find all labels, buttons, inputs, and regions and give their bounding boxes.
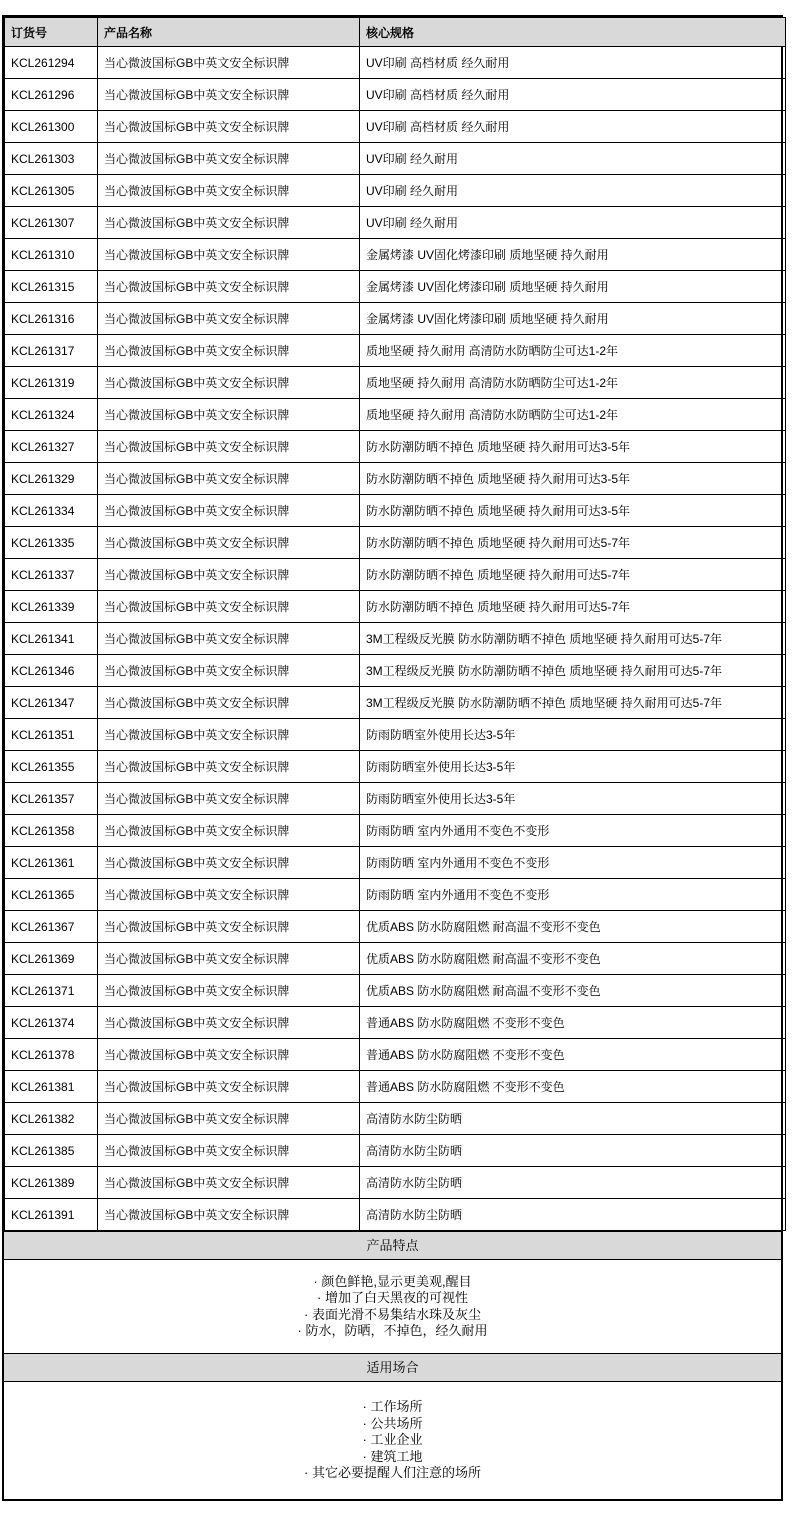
cell-specs: 高清防水防尘防晒 [360, 1103, 786, 1135]
table-row [5, 239, 786, 271]
list-item: · 表面光滑不易集结水珠及灰尘 [304, 1306, 481, 1322]
cell-order-no: KCL261337 [5, 559, 98, 591]
cell-order-no: KCL261303 [5, 143, 98, 175]
cell-product-name: 当心微波国标GB中英文安全标识牌 [98, 47, 360, 79]
cell-order-no: KCL261357 [5, 783, 98, 815]
table-body [5, 47, 786, 1231]
cell-order-no: KCL261315 [5, 271, 98, 303]
cell-specs: 高清防水防尘防晒 [360, 1199, 786, 1231]
cell-specs: 3M工程级反光膜 防水防潮防晒不掉色 质地坚硬 持久耐用可达5-7年 [360, 655, 786, 687]
cell-product-name: 当心微波国标GB中英文安全标识牌 [98, 1135, 360, 1167]
list-item: · 其它必要提醒人们注意的场所 [304, 1465, 481, 1481]
cell-order-no: KCL261382 [5, 1103, 98, 1135]
cell-specs: 防水防潮防晒不掉色 质地坚硬 持久耐用可达3-5年 [360, 431, 786, 463]
cell-specs: 防雨防晒室外使用长达3-5年 [360, 783, 786, 815]
cell-specs: 金属烤漆 UV固化烤漆印刷 质地坚硬 持久耐用 [360, 303, 786, 335]
table-row [5, 1199, 786, 1231]
cell-product-name: 当心微波国标GB中英文安全标识牌 [98, 495, 360, 527]
cell-order-no: KCL261307 [5, 207, 98, 239]
table-row [5, 1071, 786, 1103]
cell-product-name: 当心微波国标GB中英文安全标识牌 [98, 431, 360, 463]
cell-specs: 质地坚硬 持久耐用 高清防水防晒防尘可达1-2年 [360, 399, 786, 431]
cell-product-name: 当心微波国标GB中英文安全标识牌 [98, 975, 360, 1007]
cell-order-no: KCL261327 [5, 431, 98, 463]
table-row [5, 623, 786, 655]
table-row [5, 175, 786, 207]
table-row [5, 47, 786, 79]
table-row [5, 431, 786, 463]
cell-order-no: KCL261317 [5, 335, 98, 367]
table-row [5, 1007, 786, 1039]
cell-order-no: KCL261319 [5, 367, 98, 399]
cell-product-name: 当心微波国标GB中英文安全标识牌 [98, 943, 360, 975]
cell-order-no: KCL261335 [5, 527, 98, 559]
table-row [5, 111, 786, 143]
cell-specs: UV印刷 经久耐用 [360, 175, 786, 207]
cell-specs: 金属烤漆 UV固化烤漆印刷 质地坚硬 持久耐用 [360, 271, 786, 303]
occasions-list [4, 1382, 781, 1499]
cell-order-no: KCL261339 [5, 591, 98, 623]
cell-specs: 高清防水防尘防晒 [360, 1167, 786, 1199]
cell-specs: 防雨防晒室外使用长达3-5年 [360, 751, 786, 783]
table-header-row [5, 18, 786, 47]
table-row [5, 143, 786, 175]
cell-order-no: KCL261389 [5, 1167, 98, 1199]
cell-product-name: 当心微波国标GB中英文安全标识牌 [98, 1071, 360, 1103]
cell-order-no: KCL261351 [5, 719, 98, 751]
cell-product-name: 当心微波国标GB中英文安全标识牌 [98, 687, 360, 719]
cell-product-name: 当心微波国标GB中英文安全标识牌 [98, 623, 360, 655]
cell-order-no: KCL261341 [5, 623, 98, 655]
table-row [5, 847, 786, 879]
cell-specs: UV印刷 高档材质 经久耐用 [360, 111, 786, 143]
table-row [5, 591, 786, 623]
features-section-header: 产品特点 [4, 1231, 781, 1260]
cell-specs: UV印刷 经久耐用 [360, 207, 786, 239]
cell-order-no: KCL261346 [5, 655, 98, 687]
cell-order-no: KCL261355 [5, 751, 98, 783]
cell-specs: 普通ABS 防水防腐阻燃 不变形不变色 [360, 1039, 786, 1071]
cell-order-no: KCL261391 [5, 1199, 98, 1231]
cell-product-name: 当心微波国标GB中英文安全标识牌 [98, 911, 360, 943]
table-row [5, 335, 786, 367]
cell-product-name: 当心微波国标GB中英文安全标识牌 [98, 303, 360, 335]
cell-order-no: KCL261385 [5, 1135, 98, 1167]
cell-product-name: 当心微波国标GB中英文安全标识牌 [98, 591, 360, 623]
list-item: · 防水，防晒，不掉色，经久耐用 [297, 1323, 488, 1338]
table-row [5, 79, 786, 111]
table-row [5, 911, 786, 943]
cell-order-no: KCL261334 [5, 495, 98, 527]
cell-product-name: 当心微波国标GB中英文安全标识牌 [98, 239, 360, 271]
table-row [5, 879, 786, 911]
cell-order-no: KCL261310 [5, 239, 98, 271]
table-row [5, 399, 786, 431]
cell-specs: 质地坚硬 持久耐用 高清防水防晒防尘可达1-2年 [360, 335, 786, 367]
list-item: · 工作场所 [362, 1399, 423, 1415]
cell-specs: 优质ABS 防水防腐阻燃 耐高温不变形不变色 [360, 911, 786, 943]
cell-product-name: 当心微波国标GB中英文安全标识牌 [98, 655, 360, 687]
cell-product-name: 当心微波国标GB中英文安全标识牌 [98, 175, 360, 207]
cell-order-no: KCL261329 [5, 463, 98, 495]
cell-specs: 质地坚硬 持久耐用 高清防水防晒防尘可达1-2年 [360, 367, 786, 399]
table-row [5, 367, 786, 399]
cell-specs: UV印刷 高档材质 经久耐用 [360, 79, 786, 111]
cell-product-name: 当心微波国标GB中英文安全标识牌 [98, 1167, 360, 1199]
cell-product-name: 当心微波国标GB中英文安全标识牌 [98, 207, 360, 239]
cell-specs: UV印刷 经久耐用 [360, 143, 786, 175]
cell-specs: 防雨防晒 室内外通用不变色不变形 [360, 815, 786, 847]
column-header-product-name: 产品名称 [98, 18, 360, 47]
product-spec-sheet [2, 15, 783, 1501]
table-row [5, 943, 786, 975]
cell-product-name: 当心微波国标GB中英文安全标识牌 [98, 751, 360, 783]
cell-specs: 防雨防晒 室内外通用不变色不变形 [360, 847, 786, 879]
cell-specs: 普通ABS 防水防腐阻燃 不变形不变色 [360, 1071, 786, 1103]
cell-specs: 优质ABS 防水防腐阻燃 耐高温不变形不变色 [360, 975, 786, 1007]
table-row [5, 1167, 786, 1199]
cell-order-no: KCL261296 [5, 79, 98, 111]
list-item: · 颜色鲜艳,显示更美观,醒目 [313, 1273, 472, 1289]
cell-product-name: 当心微波国标GB中英文安全标识牌 [98, 1039, 360, 1071]
table-row [5, 303, 786, 335]
table-row [5, 783, 786, 815]
cell-specs: 高清防水防尘防晒 [360, 1135, 786, 1167]
column-header-specs: 核心规格 [360, 18, 786, 47]
cell-order-no: KCL261361 [5, 847, 98, 879]
cell-order-no: KCL261300 [5, 111, 98, 143]
cell-order-no: KCL261378 [5, 1039, 98, 1071]
cell-specs: 金属烤漆 UV固化烤漆印刷 质地坚硬 持久耐用 [360, 239, 786, 271]
cell-specs: 防水防潮防晒不掉色 质地坚硬 持久耐用可达5-7年 [360, 559, 786, 591]
table-row [5, 687, 786, 719]
list-item: · 公共场所 [362, 1415, 423, 1431]
table-row [5, 1103, 786, 1135]
occasions-section-header: 适用场合 [4, 1353, 781, 1382]
cell-order-no: KCL261365 [5, 879, 98, 911]
table-row [5, 495, 786, 527]
table-row [5, 719, 786, 751]
cell-order-no: KCL261305 [5, 175, 98, 207]
cell-product-name: 当心微波国标GB中英文安全标识牌 [98, 463, 360, 495]
table-row [5, 815, 786, 847]
cell-specs: UV印刷 高档材质 经久耐用 [360, 47, 786, 79]
cell-product-name: 当心微波国标GB中英文安全标识牌 [98, 111, 360, 143]
table-row [5, 559, 786, 591]
cell-product-name: 当心微波国标GB中英文安全标识牌 [98, 143, 360, 175]
cell-specs: 防水防潮防晒不掉色 质地坚硬 持久耐用可达3-5年 [360, 495, 786, 527]
cell-product-name: 当心微波国标GB中英文安全标识牌 [98, 1007, 360, 1039]
cell-order-no: KCL261371 [5, 975, 98, 1007]
cell-specs: 3M工程级反光膜 防水防潮防晒不掉色 质地坚硬 持久耐用可达5-7年 [360, 687, 786, 719]
cell-order-no: KCL261369 [5, 943, 98, 975]
cell-order-no: KCL261324 [5, 399, 98, 431]
product-spec-table [4, 17, 786, 1231]
table-row [5, 1135, 786, 1167]
table-row [5, 463, 786, 495]
cell-order-no: KCL261374 [5, 1007, 98, 1039]
cell-product-name: 当心微波国标GB中英文安全标识牌 [98, 399, 360, 431]
cell-specs: 3M工程级反光膜 防水防潮防晒不掉色 质地坚硬 持久耐用可达5-7年 [360, 623, 786, 655]
table-row [5, 975, 786, 1007]
cell-product-name: 当心微波国标GB中英文安全标识牌 [98, 335, 360, 367]
table-row [5, 271, 786, 303]
cell-product-name: 当心微波国标GB中英文安全标识牌 [98, 847, 360, 879]
cell-product-name: 当心微波国标GB中英文安全标识牌 [98, 1103, 360, 1135]
cell-specs: 优质ABS 防水防腐阻燃 耐高温不变形不变色 [360, 943, 786, 975]
cell-product-name: 当心微波国标GB中英文安全标识牌 [98, 815, 360, 847]
cell-specs: 防雨防晒 室内外通用不变色不变形 [360, 879, 786, 911]
cell-order-no: KCL261358 [5, 815, 98, 847]
cell-order-no: KCL261367 [5, 911, 98, 943]
table-header [5, 18, 786, 47]
list-item: · 工业企业 [362, 1432, 423, 1448]
cell-specs: 防水防潮防晒不掉色 质地坚硬 持久耐用可达3-5年 [360, 463, 786, 495]
list-item: · 建筑工地 [362, 1448, 423, 1464]
table-row [5, 655, 786, 687]
cell-order-no: KCL261347 [5, 687, 98, 719]
table-row [5, 1039, 786, 1071]
cell-product-name: 当心微波国标GB中英文安全标识牌 [98, 527, 360, 559]
cell-specs: 防水防潮防晒不掉色 质地坚硬 持久耐用可达5-7年 [360, 527, 786, 559]
list-item: · 增加了白天黑夜的可视性 [317, 1290, 468, 1305]
cell-product-name: 当心微波国标GB中英文安全标识牌 [98, 367, 360, 399]
cell-product-name: 当心微波国标GB中英文安全标识牌 [98, 1199, 360, 1231]
cell-product-name: 当心微波国标GB中英文安全标识牌 [98, 783, 360, 815]
cell-product-name: 当心微波国标GB中英文安全标识牌 [98, 271, 360, 303]
column-header-order-no: 订货号 [5, 18, 98, 47]
cell-specs: 普通ABS 防水防腐阻燃 不变形不变色 [360, 1007, 786, 1039]
cell-product-name: 当心微波国标GB中英文安全标识牌 [98, 559, 360, 591]
cell-specs: 防水防潮防晒不掉色 质地坚硬 持久耐用可达5-7年 [360, 591, 786, 623]
table-row [5, 527, 786, 559]
cell-order-no: KCL261381 [5, 1071, 98, 1103]
table-row [5, 751, 786, 783]
cell-product-name: 当心微波国标GB中英文安全标识牌 [98, 879, 360, 911]
cell-product-name: 当心微波国标GB中英文安全标识牌 [98, 79, 360, 111]
features-list [4, 1260, 781, 1353]
cell-product-name: 当心微波国标GB中英文安全标识牌 [98, 719, 360, 751]
cell-order-no: KCL261294 [5, 47, 98, 79]
cell-specs: 防雨防晒室外使用长达3-5年 [360, 719, 786, 751]
cell-order-no: KCL261316 [5, 303, 98, 335]
table-row [5, 207, 786, 239]
